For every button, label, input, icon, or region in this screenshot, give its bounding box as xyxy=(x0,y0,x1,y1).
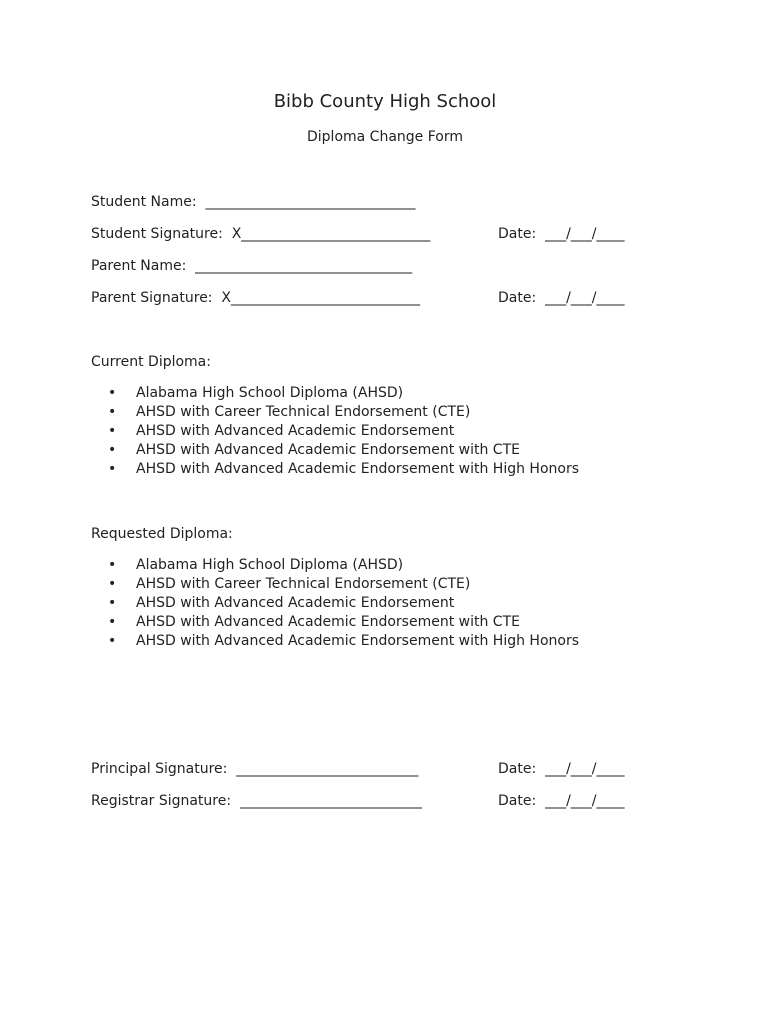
list-item[interactable] xyxy=(108,441,579,460)
current-diploma-label: Current Diploma: xyxy=(91,354,211,370)
option-label: Alabama High School Diploma (AHSD) xyxy=(136,557,404,573)
registrar-signature-field[interactable]: Registrar Signature: __________________________ xyxy=(91,793,422,809)
list-item[interactable] xyxy=(108,594,579,613)
requested-diploma-label: Requested Diploma: xyxy=(91,526,233,542)
option-label: AHSD with Advanced Academic Endorsement with High Honors xyxy=(136,633,580,649)
list-item[interactable] xyxy=(108,384,579,403)
option-label: AHSD with Advanced Academic Endorsement xyxy=(136,423,455,439)
list-item[interactable] xyxy=(108,556,579,575)
bullet-icon: • xyxy=(108,404,117,420)
option-label: AHSD with Advanced Academic Endorsement with CTE xyxy=(136,614,520,630)
bullet-icon: • xyxy=(108,423,117,439)
bullet-icon: • xyxy=(108,557,117,573)
bullet-icon: • xyxy=(108,461,117,477)
bullet-icon: • xyxy=(108,595,117,611)
student-date-field[interactable]: Date: ___/___/____ xyxy=(498,226,625,242)
principal-date-field[interactable]: Date: ___/___/____ xyxy=(498,761,625,777)
option-label: AHSD with Advanced Academic Endorsement with CTE xyxy=(136,442,520,458)
list-item[interactable] xyxy=(108,422,579,441)
list-item[interactable] xyxy=(108,613,579,632)
option-label: Alabama High School Diploma (AHSD) xyxy=(136,385,404,401)
option-label: AHSD with Advanced Academic Endorsement xyxy=(136,595,455,611)
list-item[interactable] xyxy=(108,460,579,479)
option-label: AHSD with Career Technical Endorsement (CTE) xyxy=(136,404,471,420)
option-label: AHSD with Advanced Academic Endorsement with High Honors xyxy=(136,461,580,477)
bullet-icon: • xyxy=(108,442,117,458)
student-name-field[interactable]: Student Name: ______________________________ xyxy=(91,194,416,210)
form-title: Bibb County High School xyxy=(273,91,497,112)
list-item[interactable] xyxy=(108,632,579,651)
parent-date-field[interactable]: Date: ___/___/____ xyxy=(498,290,625,306)
form-subtitle: Diploma Change Form xyxy=(307,129,463,145)
list-item[interactable] xyxy=(108,575,579,594)
requested-diploma-options xyxy=(108,556,579,651)
bullet-icon: • xyxy=(108,576,117,592)
registrar-date-field[interactable]: Date: ___/___/____ xyxy=(498,793,625,809)
bullet-icon: • xyxy=(108,633,117,649)
list-item[interactable] xyxy=(108,403,579,422)
bullet-icon: • xyxy=(108,385,117,401)
current-diploma-options xyxy=(108,384,579,479)
principal-signature-field[interactable]: Principal Signature: __________________________ xyxy=(91,761,419,777)
option-label: AHSD with Career Technical Endorsement (CTE) xyxy=(136,576,471,592)
parent-signature-field[interactable]: Parent Signature: X___________________________ xyxy=(91,290,421,306)
bullet-icon: • xyxy=(108,614,117,630)
parent-name-field[interactable]: Parent Name: _______________________________ xyxy=(91,258,413,274)
student-signature-field[interactable]: Student Signature: X___________________________ xyxy=(91,226,431,242)
